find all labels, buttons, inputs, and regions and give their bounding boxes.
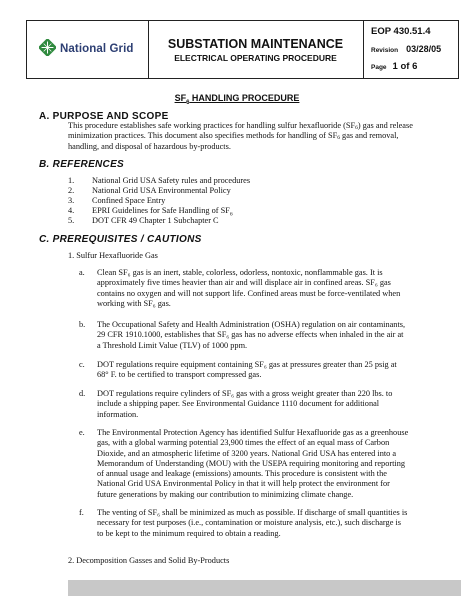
document-header bbox=[26, 20, 459, 79]
sub-item-line: Dioxide, and an atmospheric lifetime of 3200 years. National Grid USA has entered into a bbox=[97, 448, 397, 458]
reference-text: National Grid USA Safety rules and procedures bbox=[92, 176, 251, 185]
sub-item-d bbox=[97, 389, 457, 420]
sub-item-line: contains no oxygen and will not support life. Confined areas must be force-ventilated when bbox=[97, 288, 401, 298]
logo-cell bbox=[27, 21, 149, 78]
national-grid-logo-icon bbox=[39, 39, 56, 56]
sub-item-line: 68° F. to be certified to transport compressed gas. bbox=[97, 370, 262, 380]
sub-item-line: necessary for test purposes (i.e., contamination or moisture analysis, etc.), such discharge is bbox=[97, 518, 401, 528]
doc-title-pre: SF bbox=[174, 93, 187, 103]
footer-bar bbox=[68, 580, 461, 596]
logo-text: National Grid bbox=[60, 43, 134, 55]
sub-item-letter: b. bbox=[79, 320, 86, 329]
sub-item-b bbox=[97, 320, 457, 351]
reference-num: 5. bbox=[68, 216, 75, 225]
reference-item bbox=[68, 196, 165, 205]
document-title bbox=[0, 93, 474, 106]
doc-title-post: HANDLING PROCEDURE bbox=[189, 93, 300, 103]
revision-label: Revision bbox=[371, 47, 399, 54]
purpose-line-2: minimization practices. This document also specifies methods for handling of SF bbox=[68, 131, 338, 141]
page-value: 1 of 6 bbox=[392, 61, 418, 72]
sub-item-line: Memorandum of Understanding (MOU) with the USEPA requiring monitoring and reporting bbox=[97, 458, 406, 468]
reference-text: EPRI Guidelines for Safe Handling of SF bbox=[92, 206, 230, 215]
sub-item-line: The Environmental Protection Agency has identified Sulfur Hexafluoride gas as a greenhouse bbox=[97, 428, 409, 437]
prereq-item-2: 2. Decomposition Gasses and Solid By-Products bbox=[68, 556, 230, 565]
sub-item-line: DOT regulations require equipment containing SF₆ gas at pressures greater than 25 psig at bbox=[97, 360, 397, 369]
reference-item bbox=[68, 186, 231, 195]
sub-item-line: Clean SF₆ gas is an inert, stable, colorless, odorless, nontoxic, nonflammable gas. It is bbox=[97, 268, 383, 277]
prereq-item-1: 1. Sulfur Hexafluoride Gas bbox=[68, 251, 158, 260]
sub-item-line: The Occupational Safety and Health Administration (OSHA) regulation on air contaminants, bbox=[97, 320, 406, 329]
sub-item-letter: d. bbox=[79, 389, 86, 398]
sub-item-letter: a. bbox=[79, 268, 85, 277]
purpose-paragraph bbox=[68, 121, 462, 152]
purpose-line-3: handling, and disposal of hazardous by-products. bbox=[68, 141, 231, 151]
section-heading-references: B. REFERENCES bbox=[39, 159, 125, 170]
sub-item-line: a Threshold Limit Value (TLV) of 1000 ppm. bbox=[97, 340, 248, 350]
reference-sub: 6 bbox=[229, 211, 233, 218]
sub-item-letter: c. bbox=[79, 360, 85, 369]
reference-item bbox=[68, 176, 250, 185]
sub-item-letter: f. bbox=[79, 508, 84, 517]
reference-num: 3. bbox=[68, 196, 75, 205]
reference-text: National Grid USA Environmental Policy bbox=[92, 186, 231, 195]
section-heading-prerequisites: C. PREREQUISITES / CAUTIONS bbox=[39, 234, 202, 245]
doc-info-cell bbox=[363, 21, 458, 78]
doc-title-sub: 6 bbox=[186, 99, 190, 106]
title-cell bbox=[148, 21, 364, 78]
sub-item-line: 29 CFR 1910.1000, establishes that SF₆ gas has no adverse effects when inhaled in the air at bbox=[97, 330, 404, 340]
sub-item-line: gas, with a global warming potential 23,900 times the effect of an equal mass of Carbon bbox=[97, 438, 390, 448]
header-title: SUBSTATION MAINTENANCE bbox=[167, 37, 344, 51]
reference-num: 1. bbox=[68, 176, 75, 185]
sub-item-line: include a shipping paper. See Environmental Guidance 1110 document for additional bbox=[97, 399, 380, 409]
purpose-line-1-post: ) gas and release bbox=[357, 121, 413, 130]
eop-number: EOP 430.51.4 bbox=[371, 26, 431, 37]
sub-item-line: DOT regulations require cylinders of SF₆ gas with a gross weight greater than 220 lbs. to bbox=[97, 389, 393, 398]
sub-item-line: to be kept to the minimum required to obtain a reading. bbox=[97, 528, 281, 538]
purpose-line-2-post: gas and removal, bbox=[339, 131, 399, 141]
page-label: Page bbox=[371, 64, 387, 71]
sub-item-f bbox=[97, 508, 459, 539]
reference-num: 2. bbox=[68, 186, 75, 195]
sub-item-line: approximately five times heavier than air and will displace air in confined areas. SF₆ gas bbox=[97, 278, 391, 288]
reference-text: Confined Space Entry bbox=[92, 196, 166, 205]
sub-item-e bbox=[97, 428, 455, 500]
section-heading-purpose: A. PURPOSE AND SCOPE bbox=[39, 111, 169, 122]
purpose-line-1-sub: 6 bbox=[355, 125, 358, 131]
reference-item bbox=[68, 216, 219, 225]
sub-item-a bbox=[97, 268, 453, 309]
sub-item-letter: e. bbox=[79, 428, 85, 437]
sub-item-line: future generations by making our contribution to minimizing climate change. bbox=[97, 489, 354, 499]
revision-info bbox=[371, 44, 441, 54]
sub-item-c bbox=[97, 360, 457, 381]
reference-num: 4. bbox=[68, 206, 75, 215]
sub-item-line: National Grid USA Environmental Policy in that it will help protect the environment for bbox=[97, 479, 390, 489]
purpose-line-1: This procedure establishes safe working practices for handling sulfur hexafluoride (SF bbox=[68, 121, 356, 130]
sub-item-line: of annual usage and leakage (emissions) amounts. This procedure is consistent with the bbox=[97, 469, 387, 479]
reference-text: DOT CFR 49 Chapter 1 Subchapter C bbox=[92, 216, 219, 225]
page-info bbox=[371, 61, 417, 72]
header-subtitle: ELECTRICAL OPERATING PROCEDURE bbox=[174, 53, 337, 63]
sub-item-line: working with SF₆ gas. bbox=[97, 298, 171, 308]
revision-value: 03/28/05 bbox=[406, 44, 442, 54]
sub-item-line: information. bbox=[97, 409, 139, 419]
purpose-line-2-sub: 6 bbox=[337, 135, 340, 142]
sub-item-line: The venting of SF₆ shall be minimized as much as possible. If discharge of small quantities is bbox=[97, 508, 408, 517]
